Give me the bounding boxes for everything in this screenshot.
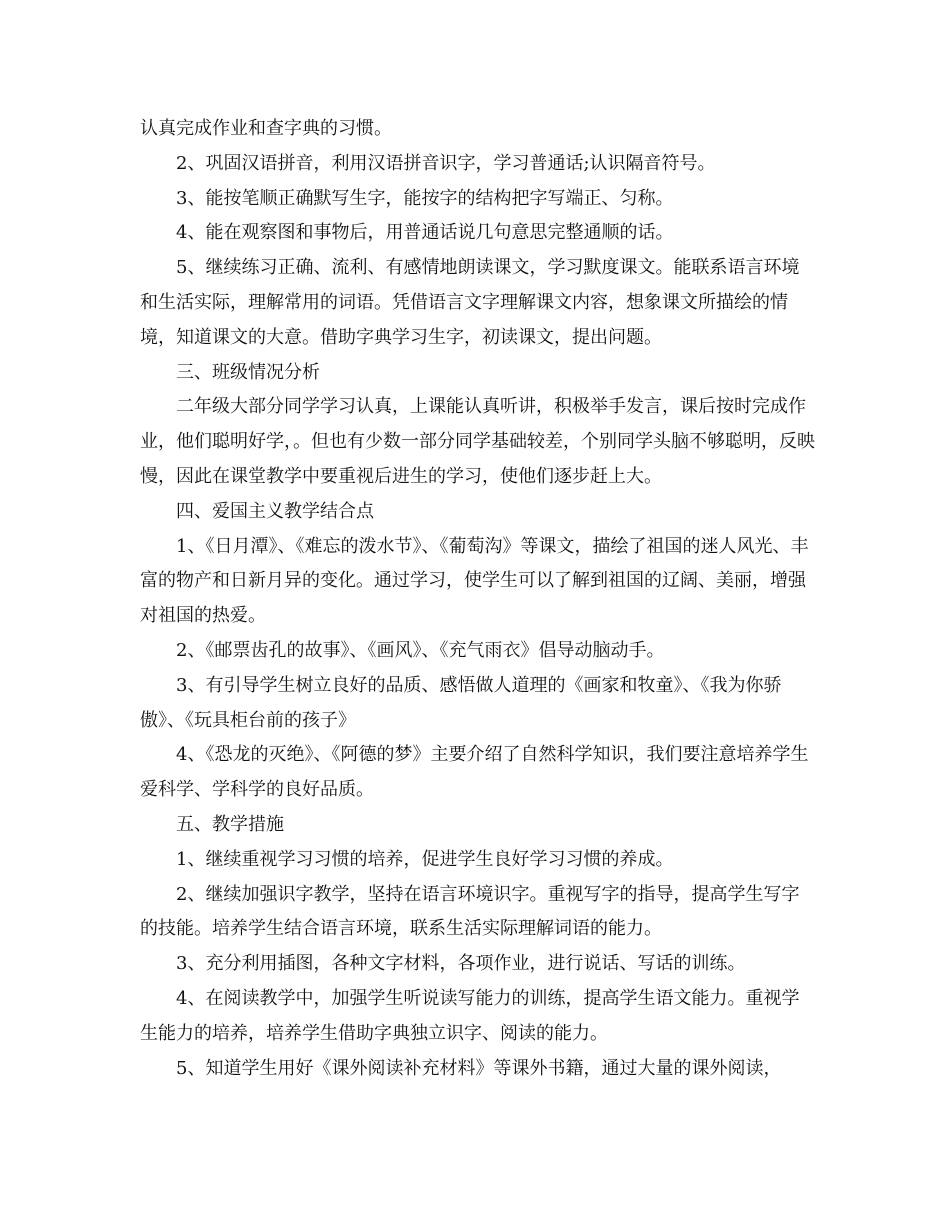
paragraph-continuation: 认真完成作业和查字典的习惯。: [140, 118, 392, 139]
paragraph-goal-2: 2、巩固汉语拼音，利用汉语拼音识字，学习普通话;认识隔音符号。: [176, 152, 716, 174]
section-heading-teaching-measures: 五、教学措施: [176, 813, 284, 835]
paragraph-measure-4: 4、在阅读教学中，加强学生听说读写能力的训练，提高学生语文能力。重视学生能力的培养，培养学生借助字典独立识字、阅读的能力。: [140, 987, 800, 1044]
paragraph-goal-5: 5、继续练习正确、流利、有感情地朗读课文，学习默度课文。能联系语言环境和生活实际，理解常用的词语。凭借语言文字理解课文内容，想象课文所描绘的情境，知道课文的大意。借助字典学习生字，初读课文，提出问题。: [140, 257, 800, 348]
paragraph-measure-2: 2、继续加强识字教学，坚持在语言环境识字。重视写字的指导，提高学生写字的技能。培养学生结合语言环境，联系生活实际理解词语的能力。: [140, 883, 800, 940]
paragraph-patriotism-3: 3、有引导学生树立良好的品质、感悟做人道理的《画家和牧童》、《我为你骄傲》、《玩具柜台前的孩子》: [140, 674, 782, 731]
paragraph-measure-5: 5、知道学生用好《课外阅读补充材料》等课外书籍，通过大量的课外阅读，: [176, 1057, 782, 1079]
paragraph-class-analysis: 二年级大部分同学学习认真，上课能认真听讲，积极举手发言，课后按时完成作业，他们聪明好学，。但也有少数一部分同学基础较差，个别同学头脑不够聪明，反映慢，因此在课堂教学中要重视后进生的学习，使他们逐步赶上大。: [140, 396, 815, 487]
section-heading-class-analysis: 三、班级情况分析: [176, 361, 320, 383]
document-body: [140, 112, 816, 1086]
paragraph-patriotism-1: 1、《日月潭》、《难忘的泼水节》、《葡萄沟》等课文，描绘了祖国的迷人风光、丰富的物产和日新月异的变化。通过学习，使学生可以了解到祖国的辽阔、美丽，增强对祖国的热爱。: [140, 535, 809, 627]
section-heading-patriotism: 四、爱国主义教学结合点: [176, 500, 374, 522]
paragraph-measure-1: 1、继续重视学习习惯的培养，促进学生良好学习习惯的养成。: [176, 848, 674, 870]
paragraph-goal-3: 3、能按笔顺正确默写生字，能按字的结构把字写端正、匀称。: [176, 187, 674, 209]
paragraph-measure-3: 3、充分利用插图，各种文字材料，各项作业，进行说话、写话的训练。: [176, 953, 746, 975]
paragraph-goal-4: 4、能在观察图和事物后，用普通话说几句意思完整通顺的话。: [176, 222, 674, 244]
paragraph-patriotism-2: 2、《邮票齿孔的故事》、《画风》、《充气雨衣》倡导动脑动手。: [176, 639, 665, 661]
paragraph-patriotism-4: 4、《恐龙的灭绝》、《阿德的梦》主要介绍了自然科学知识，我们要注意培养学生爱科学、学科学的良好品质。: [140, 744, 809, 801]
